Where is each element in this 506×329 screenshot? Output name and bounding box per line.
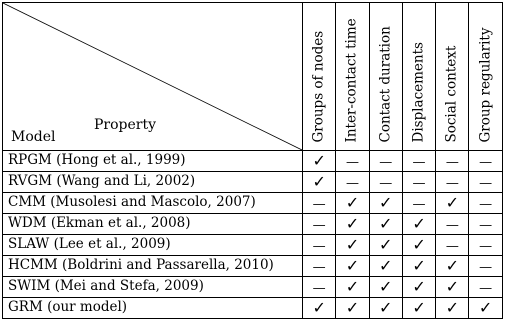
unsupported-cell bbox=[469, 277, 502, 298]
checkmark-icon: ✓ bbox=[379, 277, 393, 296]
dash-icon: — bbox=[345, 154, 359, 170]
dash-icon: — bbox=[479, 259, 493, 275]
unsupported-cell bbox=[436, 172, 469, 193]
table-row bbox=[3, 235, 503, 256]
dash-icon: — bbox=[379, 175, 393, 191]
column-header-inter-contact-time bbox=[336, 3, 369, 151]
dash-icon: — bbox=[479, 280, 493, 296]
dash-icon: — bbox=[445, 154, 459, 170]
model-name-cell: WDM (Ekman et al., 2008) bbox=[3, 214, 303, 235]
unsupported-cell bbox=[469, 193, 502, 214]
dash-icon: — bbox=[479, 196, 493, 212]
dash-icon: — bbox=[412, 154, 426, 170]
column-header-groups-of-nodes bbox=[303, 3, 336, 151]
checkmark-icon: ✓ bbox=[445, 193, 460, 212]
supported-cell bbox=[436, 277, 469, 298]
unsupported-cell bbox=[436, 235, 469, 256]
dash-icon: — bbox=[312, 238, 326, 254]
supported-cell bbox=[303, 151, 336, 172]
checkmark-icon: ✓ bbox=[379, 298, 393, 317]
dash-icon: — bbox=[312, 259, 326, 275]
checkmark-icon: ✓ bbox=[312, 172, 326, 191]
dash-icon: — bbox=[445, 238, 459, 254]
checkmark-icon: ✓ bbox=[412, 214, 426, 233]
table-row bbox=[3, 298, 503, 319]
supported-cell bbox=[336, 193, 369, 214]
model-name-cell: CMM (Musolesi and Mascolo, 2007) bbox=[3, 193, 303, 214]
column-header-label: Social context bbox=[443, 45, 460, 142]
unsupported-cell bbox=[303, 277, 336, 298]
unsupported-cell bbox=[436, 214, 469, 235]
column-header-label: Groups of nodes bbox=[310, 30, 327, 142]
supported-cell bbox=[402, 214, 435, 235]
supported-cell bbox=[436, 193, 469, 214]
corner-property-label: Property bbox=[93, 117, 156, 133]
model-name-cell: RVGM (Wang and Li, 2002) bbox=[3, 172, 303, 193]
unsupported-cell bbox=[402, 193, 435, 214]
dash-icon: — bbox=[312, 217, 326, 233]
model-name-cell: GRM (our model) bbox=[3, 298, 303, 319]
unsupported-cell bbox=[303, 235, 336, 256]
dash-icon: — bbox=[312, 196, 326, 212]
unsupported-cell bbox=[303, 193, 336, 214]
corner-model-label: Model bbox=[11, 129, 56, 145]
checkmark-icon: ✓ bbox=[312, 151, 326, 170]
column-header-label: Displacements bbox=[410, 41, 427, 142]
supported-cell bbox=[336, 214, 369, 235]
supported-cell bbox=[336, 277, 369, 298]
supported-cell bbox=[469, 298, 502, 319]
table-row bbox=[3, 214, 503, 235]
checkmark-icon: ✓ bbox=[345, 193, 360, 212]
table-row bbox=[3, 193, 503, 214]
table-row bbox=[3, 256, 503, 277]
column-header-label: Contact duration bbox=[376, 25, 393, 142]
checkmark-icon: ✓ bbox=[345, 256, 360, 275]
supported-cell bbox=[369, 235, 402, 256]
checkmark-icon: ✓ bbox=[445, 298, 460, 317]
dash-icon: — bbox=[412, 175, 426, 191]
supported-cell bbox=[369, 193, 402, 214]
unsupported-cell bbox=[336, 172, 369, 193]
checkmark-icon: ✓ bbox=[345, 277, 360, 296]
checkmark-icon: ✓ bbox=[412, 256, 426, 275]
supported-cell bbox=[436, 298, 469, 319]
unsupported-cell bbox=[436, 151, 469, 172]
dash-icon: — bbox=[479, 217, 493, 233]
supported-cell bbox=[336, 298, 369, 319]
checkmark-icon: ✓ bbox=[379, 193, 393, 212]
checkmark-icon: ✓ bbox=[345, 235, 360, 254]
column-header-contact-duration bbox=[369, 3, 402, 151]
unsupported-cell bbox=[402, 172, 435, 193]
dash-icon: — bbox=[312, 280, 326, 296]
supported-cell bbox=[402, 235, 435, 256]
unsupported-cell bbox=[369, 151, 402, 172]
supported-cell bbox=[369, 256, 402, 277]
checkmark-icon: ✓ bbox=[379, 214, 393, 233]
unsupported-cell bbox=[303, 256, 336, 277]
column-header-label: Inter-contact time bbox=[343, 17, 360, 142]
unsupported-cell bbox=[369, 172, 402, 193]
checkmark-icon: ✓ bbox=[412, 298, 426, 317]
unsupported-cell bbox=[469, 256, 502, 277]
column-header-label: Group regularity bbox=[476, 27, 493, 142]
dash-icon: — bbox=[445, 175, 459, 191]
checkmark-icon: ✓ bbox=[379, 256, 393, 275]
unsupported-cell bbox=[336, 151, 369, 172]
dash-icon: — bbox=[379, 154, 393, 170]
dash-icon: — bbox=[445, 217, 459, 233]
unsupported-cell bbox=[469, 151, 502, 172]
supported-cell bbox=[303, 172, 336, 193]
column-header-social-context bbox=[436, 3, 469, 151]
dash-icon: — bbox=[345, 175, 359, 191]
unsupported-cell bbox=[402, 151, 435, 172]
supported-cell bbox=[402, 298, 435, 319]
supported-cell bbox=[402, 256, 435, 277]
supported-cell bbox=[369, 277, 402, 298]
checkmark-icon: ✓ bbox=[379, 235, 393, 254]
checkmark-icon: ✓ bbox=[445, 277, 460, 296]
unsupported-cell bbox=[469, 214, 502, 235]
unsupported-cell bbox=[469, 172, 502, 193]
table-row bbox=[3, 151, 503, 172]
supported-cell bbox=[369, 298, 402, 319]
dash-icon: — bbox=[479, 175, 493, 191]
model-name-cell: RPGM (Hong et al., 1999) bbox=[3, 151, 303, 172]
supported-cell bbox=[336, 235, 369, 256]
unsupported-cell bbox=[303, 214, 336, 235]
checkmark-icon: ✓ bbox=[345, 214, 360, 233]
table-row bbox=[3, 172, 503, 193]
column-header-group-regularity bbox=[469, 3, 502, 151]
checkmark-icon: ✓ bbox=[478, 298, 493, 317]
table-row bbox=[3, 277, 503, 298]
supported-cell bbox=[436, 256, 469, 277]
supported-cell bbox=[303, 298, 336, 319]
dash-icon: — bbox=[479, 154, 493, 170]
model-name-cell: SWIM (Mei and Stefa, 2009) bbox=[3, 277, 303, 298]
header-row bbox=[3, 3, 503, 151]
checkmark-icon: ✓ bbox=[312, 298, 326, 317]
unsupported-cell bbox=[469, 235, 502, 256]
dash-icon: — bbox=[412, 196, 426, 212]
checkmark-icon: ✓ bbox=[345, 298, 360, 317]
corner-header-cell bbox=[3, 3, 303, 151]
checkmark-icon: ✓ bbox=[412, 277, 426, 296]
column-header-displacements bbox=[402, 3, 435, 151]
dash-icon: — bbox=[479, 238, 493, 254]
checkmark-icon: ✓ bbox=[412, 235, 426, 254]
supported-cell bbox=[369, 214, 402, 235]
table-body bbox=[3, 151, 503, 319]
model-property-comparison-table bbox=[2, 2, 503, 319]
supported-cell bbox=[336, 256, 369, 277]
model-name-cell: HCMM (Boldrini and Passarella, 2010) bbox=[3, 256, 303, 277]
supported-cell bbox=[402, 277, 435, 298]
checkmark-icon: ✓ bbox=[445, 256, 460, 275]
model-name-cell: SLAW (Lee et al., 2009) bbox=[3, 235, 303, 256]
